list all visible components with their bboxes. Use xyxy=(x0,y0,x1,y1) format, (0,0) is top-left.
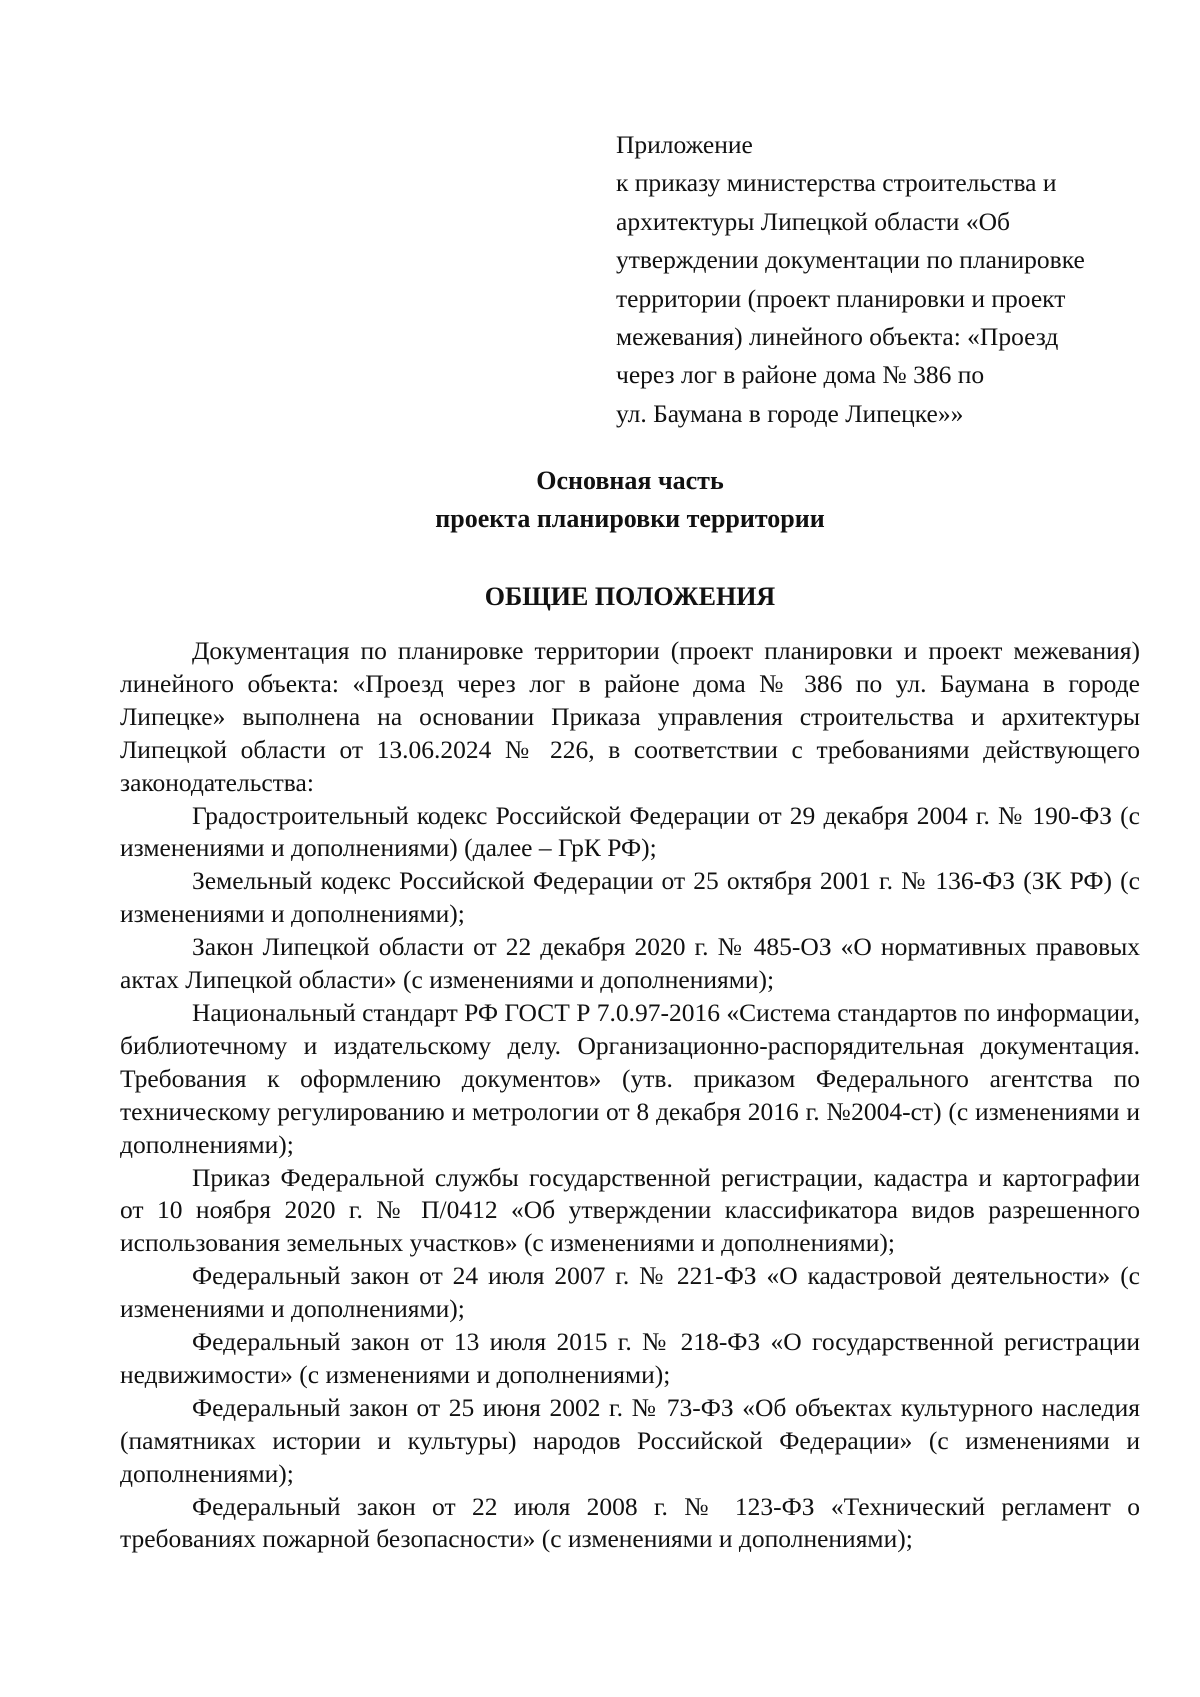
appendix-line: территории (проект планировки и проект xyxy=(616,283,1066,313)
paragraph: Градостроительный кодекс Российской Федерации от 29 декабря 2004 г. № 190-ФЗ (с изменениями и дополнениями) (далее – ГрК РФ); xyxy=(120,800,1140,863)
appendix-block xyxy=(616,126,1156,433)
appendix-line: через лог в районе дома № 386 по xyxy=(616,360,985,390)
document-subtitle: проекта планировки территории xyxy=(435,504,825,533)
body-text xyxy=(120,635,1140,1556)
paragraph: Национальный стандарт РФ ГОСТ Р 7.0.97-2016 «Система стандартов по информации, библиотечному и издательскому делу. Организационно-распорядительная документация. Требования к оформлению документов» (утв. приказом Федерального агентства по техническому регулированию и метрологии от 8 декабря 2016 г. №2004-ст) (с изменениями и дополнениями); xyxy=(120,997,1140,1159)
paragraph: Федеральный закон от 13 июля 2015 г. № 218-ФЗ «О государственной регистрации недвижимости» (с изменениями и дополнениями); xyxy=(120,1327,1140,1389)
paragraph: Земельный кодекс Российской Федерации от 25 октября 2001 г. № 136-ФЗ (ЗК РФ) (с изменениями и дополнениями); xyxy=(120,866,1140,929)
paragraph: Документация по планировке территории (проект планировки и проект межевания) линейного объекта: «Проезд через лог в районе дома № 386 по ул. Баумана в городе Липецке» выполнена на основании Приказа управления строительства и архитектуры Липецкой области от 13.06.2024 № 226, в соответствии с требованиями действующего законодательства: xyxy=(120,636,1140,797)
document-title: Основная часть xyxy=(536,466,724,495)
appendix-line: к приказу министерства строительства и xyxy=(616,168,1057,198)
paragraph: Федеральный закон от 24 июля 2007 г. № 221-ФЗ «О кадастровой деятельности» (с изменениями и дополнениями); xyxy=(120,1261,1140,1324)
appendix-line: Приложение xyxy=(616,130,753,159)
paragraph: Федеральный закон от 25 июня 2002 г. № 73-ФЗ «Об объектах культурного наследия (памятниках истории и культуры) народов Российской Федерации» (с изменениями и дополнениями); xyxy=(120,1392,1140,1488)
paragraph: Закон Липецкой области от 22 декабря 2020 г. № 485-ОЗ «О нормативных правовых актах Липецкой области» (с изменениями и дополнениями); xyxy=(120,932,1140,995)
section-heading: ОБЩИЕ ПОЛОЖЕНИЯ xyxy=(484,582,776,611)
appendix-line: утверждении документации по планировке xyxy=(616,245,1085,275)
paragraph: Приказ Федеральной службы государственной регистрации, кадастра и картографии от 10 ноября 2020 г. № П/0412 «Об утверждении классификатора видов разрешенного использования земельных участков» (с изменениями и дополнениями); xyxy=(120,1162,1140,1258)
appendix-line: ул. Баумана в городе Липецке»» xyxy=(616,398,964,428)
appendix-line: архитектуры Липецкой области «Об xyxy=(616,206,1010,236)
paragraph: Федеральный закон от 22 июля 2008 г. № 123-ФЗ «Технический регламент о требованиях пожарной безопасности» (с изменениями и дополнениями); xyxy=(120,1491,1140,1554)
appendix-line: межевания) линейного объекта: «Проезд xyxy=(616,322,1059,352)
